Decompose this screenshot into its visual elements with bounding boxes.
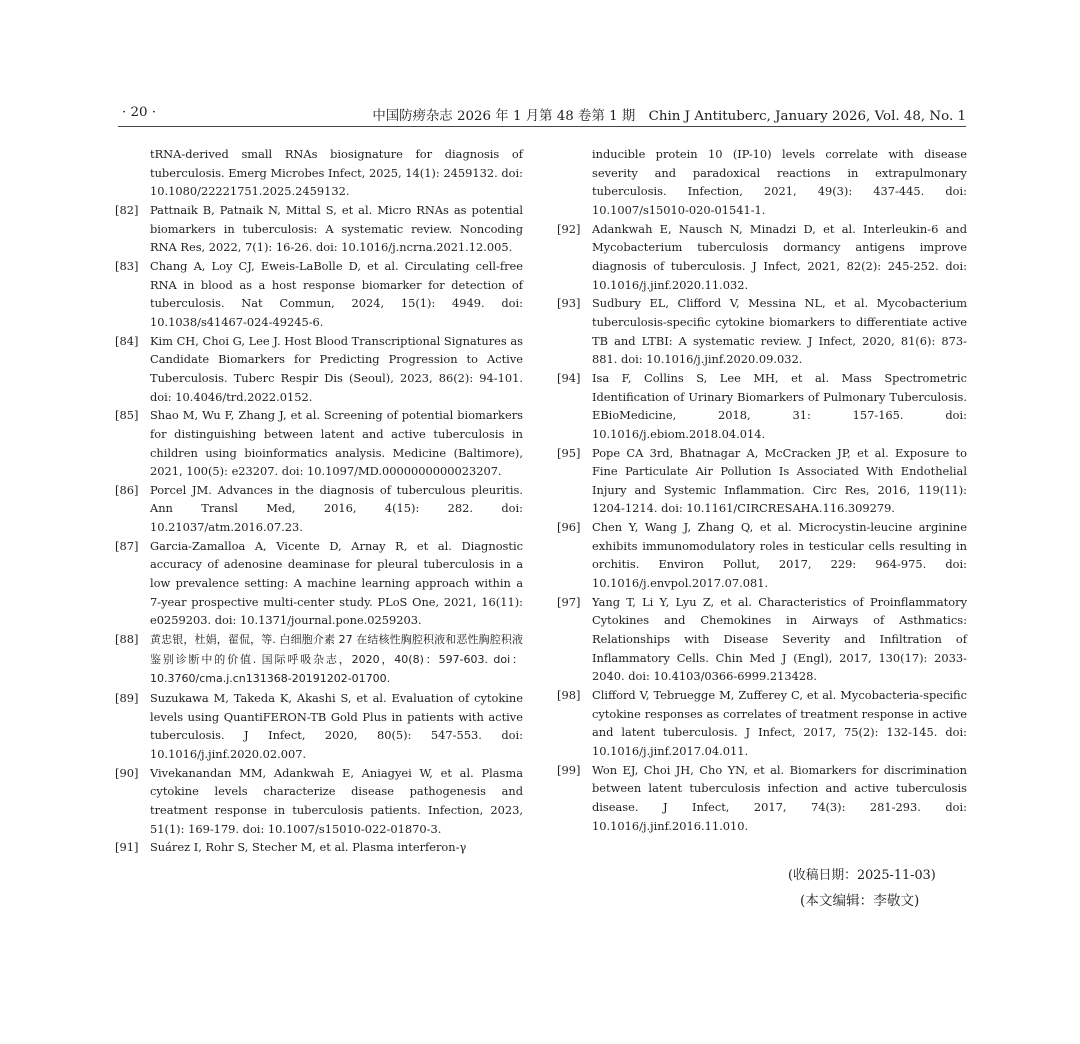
reference-text: Chang A, Loy CJ, Eweis-LaBolle D, et al. Circulating cell-free RNA in blood as a host response biomarker for detection of tuberculosis. Nat Commun, 2024, 15(1): 4949. doi: 10.1038/s41467-024-49245-6. xyxy=(150,258,523,329)
reference-item xyxy=(557,593,967,686)
reference-text: Kim CH, Choi G, Lee J. Host Blood Transcriptional Signatures as Candidate Biomarkers for Predicting Progression to Active Tuberculosis. Tuberc Respir Dis (Seoul), 2023, 86(2): 94-101. doi: 10.4046/trd.2022.0152. xyxy=(150,333,523,404)
reference-number: [93] xyxy=(557,296,581,311)
reference-text: Pattnaik B, Patnaik N, Mittal S, et al. Micro RNAs as potential biomarkers in tuberculosis: A systematic review. Noncoding RNA Res, 2022, 7(1): 16-26. doi: 10.1016/j.ncrna.2021.12.005. xyxy=(150,202,523,255)
reference-number: [89] xyxy=(115,691,139,706)
reference-text: Adankwah E, Nausch N, Minadzi D, et al. Interleukin-6 and Mycobacterium tuberculosis dormancy antigens improve diagnosis of tuberculosis. J Infect, 2021, 82(2): 245-252. doi: 10.1016/j.jinf.2020.11.032. xyxy=(592,221,967,292)
reference-number: [92] xyxy=(557,221,581,236)
reference-text: Clifford V, Tebruegge M, Zufferey C, et al. Mycobacteria-specific cytokine responses as correlates of treatment response in active and latent tuberculosis. J Infect, 2017, 75(2): 132-145. doi: 10.1016/j.jinf.2017.04.011. xyxy=(592,688,967,758)
reference-item xyxy=(557,518,967,593)
reference-continuation xyxy=(115,145,523,201)
reference-item xyxy=(115,764,523,839)
reference-text: Isa F, Collins S, Lee MH, et al. Mass Spectrometric Identification of Urinary Biomarkers of Pulmonary Tuberculosis. EBioMedicine, 2018, 31: 157-165. doi: 10.1016/j.ebiom.2018.04.014. xyxy=(592,370,967,441)
reference-number: [96] xyxy=(557,520,581,535)
reference-number: [88] xyxy=(115,632,139,647)
reference-text: Chen Y, Wang J, Zhang Q, et al. Microcystin-leucine arginine exhibits immunomodulatory roles in testicular cells resulting in orchitis. Environ Pollut, 2017, 229: 964-975. doi: 10.1016/j.envpol.2017.07.081. xyxy=(592,520,967,591)
references-left-column xyxy=(115,145,523,857)
reference-item xyxy=(557,761,967,836)
reference-item xyxy=(115,481,523,537)
reference-text: Yang T, Li Y, Lyu Z, et al. Characteristics of Proinflammatory Cytokines and Chemokines in Airways of Asthmatics: Relationships with Disease Severity and Infiltration of Inflammatory Cells. Chin Med J (Engl), 2017, 130(17): 2033-2040. doi: 10.4103/0366-6999.213428. xyxy=(592,594,967,684)
reference-number: [85] xyxy=(115,408,139,423)
reference-text: Vivekanandan MM, Adankwah E, Aniagyei W, et al. Plasma cytokine levels characterize disease pathogenesis and treatment response in tuberculosis patients. Infection, 2023, 51(1): 169-179. doi: 10.1007/s15010-022-01870-3. xyxy=(150,765,523,836)
reference-text: Suárez I, Rohr S, Stecher M, et al. Plasma interferon-γ xyxy=(150,840,467,855)
running-header xyxy=(118,104,966,127)
reference-item xyxy=(115,257,523,332)
reference-text: inducible protein 10 (IP-10) levels correlate with disease severity and paradoxical reactions in extrapulmonary tuberculosis. Infection, 2021, 49(3): 437-445. doi: 10.1007/s15010-020-01541-1. xyxy=(592,147,967,217)
reference-number: [90] xyxy=(115,765,139,780)
journal-running-head: 中国防痨杂志 2026 年 1 月第 48 卷第 1 期 Chin J Antituberc, January 2026, Vol. 48, No. 1 xyxy=(372,109,966,124)
reference-number: [97] xyxy=(557,594,581,609)
page-number: · 20 · xyxy=(122,105,157,120)
reference-continuation xyxy=(557,145,967,220)
reference-text: Won EJ, Choi JH, Cho YN, et al. Biomarkers for discrimination between latent tuberculosis infection and active tuberculosis disease. J Infect, 2017, 74(3): 281-293. doi: 10.1016/j.jinf.2016.11.010. xyxy=(592,762,967,833)
reference-number: [99] xyxy=(557,762,581,777)
reference-item xyxy=(115,630,523,689)
reference-item xyxy=(557,220,967,295)
reference-number: [86] xyxy=(115,482,139,497)
reference-text: 黄忠银，杜娟，翟侃，等. 白细胞介素 27 在结核性胸腔积液和恶性胸腔积液鉴别诊断中的价值. 国际呼吸杂志，2020，40(8)：597-603. doi：10.3760/cma.j.cn131368-20191202-01700. xyxy=(150,633,523,686)
reference-item xyxy=(115,406,523,481)
reference-item xyxy=(115,332,523,407)
reference-text: Garcia-Zamalloa A, Vicente D, Arnay R, et al. Diagnostic accuracy of adenosine deaminase for pleural tuberculosis in a low prevalence setting: A machine learning approach within a 7-year prospective multi-center study. PLoS One, 2021, 16(11): e0259203. doi: 10.1371/journal.pone.0259203. xyxy=(150,538,523,628)
reference-number: [91] xyxy=(115,840,139,855)
reference-text: Porcel JM. Advances in the diagnosis of tuberculous pleuritis. Ann Transl Med, 2016, 4(15): 282. doi: 10.21037/atm.2016.07.23. xyxy=(150,482,523,535)
reference-number: [95] xyxy=(557,445,581,460)
reference-item xyxy=(115,537,523,630)
reference-number: [84] xyxy=(115,333,139,348)
reference-item xyxy=(115,838,523,857)
reference-item xyxy=(557,444,967,519)
reference-item xyxy=(557,294,967,369)
reference-text: Suzukawa M, Takeda K, Akashi S, et al. Evaluation of cytokine levels using QuantiFERON-TB Gold Plus in patients with active tuberculosis. J Infect, 2020, 80(5): 547-553. doi: 10.1016/j.jinf.2020.02.007. xyxy=(150,691,523,761)
reference-item xyxy=(557,686,967,761)
reference-item xyxy=(557,369,967,444)
received-date: (收稿日期：2025-11-03) xyxy=(788,868,936,883)
reference-number: [83] xyxy=(115,258,139,273)
references-right-column xyxy=(557,145,967,835)
reference-item xyxy=(115,689,523,764)
reference-number: [94] xyxy=(557,370,581,385)
reference-number: [87] xyxy=(115,538,139,553)
reference-text: Pope CA 3rd, Bhatnagar A, McCracken JP, et al. Exposure to Fine Particulate Air Pollution Is Associated With Endothelial Injury and Systemic Inflammation. Circ Res, 2016, 119(11): 1204-1214. doi: 10.1161/CIRCRESAHA.116.309279. xyxy=(592,445,967,516)
reference-number: [98] xyxy=(557,688,581,703)
reference-text: tRNA-derived small RNAs biosignature for diagnosis of tuberculosis. Emerg Microbes Infect, 2025, 14(1): 2459132. doi: 10.1080/22221751.2025.2459132. xyxy=(150,147,523,199)
reference-item xyxy=(115,201,523,257)
reference-text: Sudbury EL, Clifford V, Messina NL, et al. Mycobacterium tuberculosis-specific cytokine biomarkers to differentiate active TB and LTBI: A systematic review. J Infect, 2020, 81(6): 873-881. doi: 10.1016/j.jinf.2020.09.032. xyxy=(592,296,967,367)
editor-credit: (本文编辑：李敬文) xyxy=(800,893,920,909)
reference-number: [82] xyxy=(115,202,139,217)
reference-text: Shao M, Wu F, Zhang J, et al. Screening of potential biomarkers for distinguishing between latent and active tuberculosis in children using bioinformatics analysis. Medicine (Baltimore), 2021, 100(5): e23207. doi: 10.1097/MD.0000000000023207. xyxy=(150,408,523,479)
